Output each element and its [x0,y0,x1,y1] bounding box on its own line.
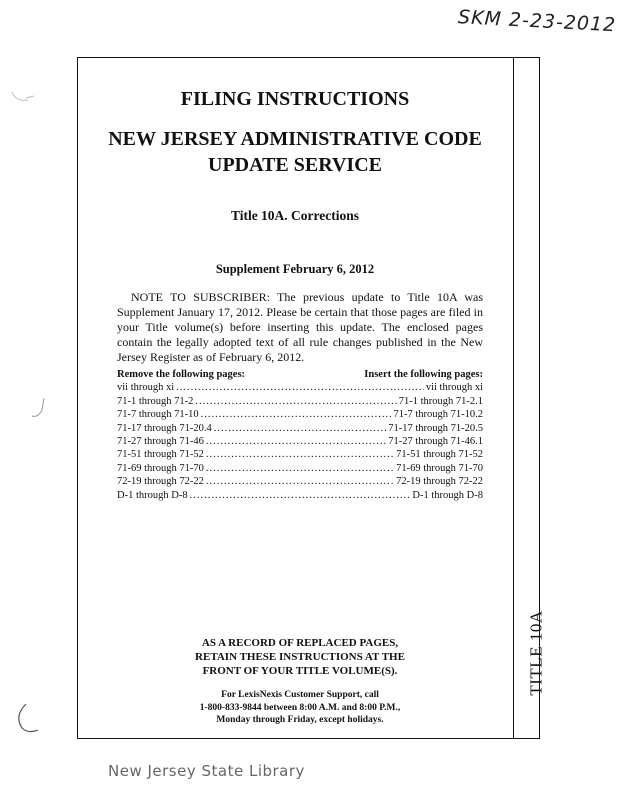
subscriber-note: NOTE TO SUBSCRIBER: The previous update to Title 10A was Supplement January 17, 2012. Please be certain that those pages are filed in your Title volume(s) before inserting this update. The enclosed pages contain the legally adopted text of all rule changes published in the New Jersey Register as of February 6, 2012. [117,290,483,364]
insert-pages: 72-19 through 72-22 [396,476,483,488]
handwritten-note: SKM 2-23-2012 [457,6,617,37]
table-row [117,462,483,475]
retain-instructions [117,636,483,678]
dot-leader [214,422,386,435]
table-row [117,408,483,421]
supplement-date: Supplement February 6, 2012 [215,262,375,276]
dot-leader [176,381,424,394]
remove-pages: 71-1 through 71-2 [117,395,194,407]
remove-pages: 71-27 through 71-46 [117,436,204,448]
insert-pages: 71-51 through 71-52 [396,449,483,461]
tab-divider [513,57,514,739]
retain-line-2: RETAIN THESE INSTRUCTIONS AT THE [195,651,405,663]
insert-pages: 71-69 through 71-70 [396,462,483,474]
remove-pages: D-1 through D-8 [117,489,188,501]
retain-line-1: AS A RECORD OF REPLACED PAGES, [201,637,399,649]
table-row [117,422,483,435]
dot-leader [206,435,386,448]
remove-pages: 71-17 through 71-20.4 [117,422,212,434]
support-line-3: Monday through Friday, except holidays. [216,715,384,725]
remove-pages: vii through xi [117,382,175,394]
table-row [117,448,483,461]
scan-mark-bottom-left [12,700,42,740]
subtitle-line-1: NEW JERSEY ADMINISTRATIVE CODE [108,128,482,150]
dot-leader [206,475,394,488]
insert-pages: 71-17 through 71-20.5 [388,422,483,434]
dot-leader [206,448,394,461]
remove-pages: 72-19 through 72-22 [117,476,204,488]
pages-table-rows [117,381,483,502]
subtitle-line-2: UPDATE SERVICE [208,154,382,176]
page-subtitle [77,126,513,178]
pages-table-header [117,368,483,381]
dot-leader [195,395,396,408]
insert-pages: 71-1 through 71-2.1 [398,395,483,407]
dot-leader [201,408,392,421]
remove-pages: 71-7 through 71-10 [117,409,199,421]
title-tab [527,608,547,698]
scan-mark-top-left [8,88,38,108]
library-stamp: New Jersey State Library [108,762,305,780]
insert-pages: vii through xi [425,382,483,394]
table-row [117,395,483,408]
table-row [117,381,483,394]
pages-table [117,368,483,502]
insert-pages: D-1 through D-8 [412,489,483,501]
scan-mark-mid-left [30,396,50,426]
table-row [117,475,483,488]
remove-pages: 71-51 through 71-52 [117,449,204,461]
table-row [117,435,483,448]
title-section: Title 10A. Corrections [230,208,360,223]
tab-label: TITLE 10A [527,610,547,696]
retain-line-3: FRONT OF YOUR TITLE VOLUME(S). [202,665,398,677]
support-line-1: For LexisNexis Customer Support, call [221,690,379,700]
dot-leader [190,489,411,502]
remove-pages: 71-69 through 71-70 [117,462,204,474]
customer-support [117,689,483,727]
page-title: FILING INSTRUCTIONS [180,88,410,110]
remove-header: Remove the following pages: [117,369,246,380]
dot-leader [206,462,394,475]
insert-pages: 71-27 through 71-46.1 [388,436,483,448]
insert-pages: 71-7 through 71-10.2 [393,409,483,421]
table-row [117,489,483,502]
support-line-2: 1-800-833-9844 between 8:00 A.M. and 8:00 P.M., [199,702,401,713]
insert-header: Insert the following pages: [364,369,483,380]
